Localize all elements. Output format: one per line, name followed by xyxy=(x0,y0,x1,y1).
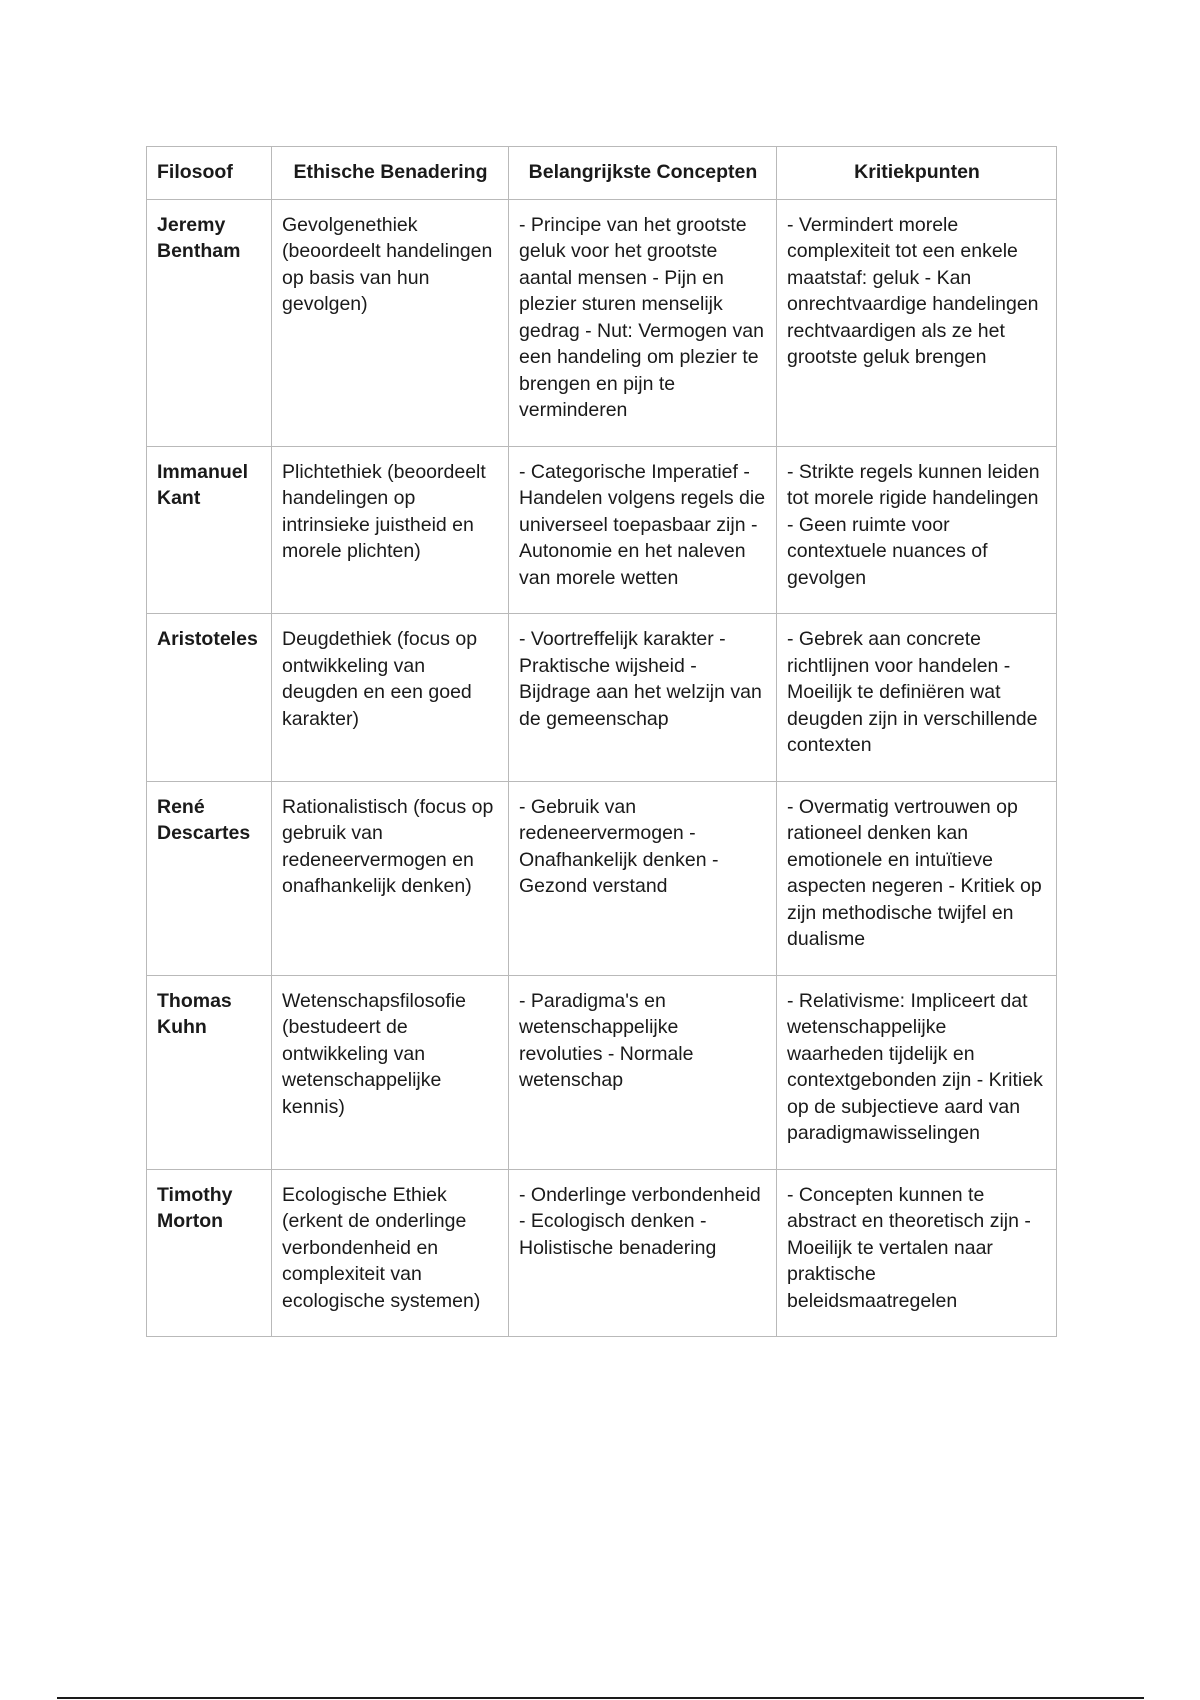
ethical-approach: Rationalistisch (focus op gebruik van redeneervermogen en onafhankelijk denken) xyxy=(272,781,509,975)
criticisms: - Strikte regels kunnen leiden tot morele rigide handelingen - Geen ruimte voor contextuele nuances of gevolgen xyxy=(777,446,1057,614)
key-concepts: - Voortreffelijk karakter - Praktische wijsheid - Bijdrage aan het welzijn van de gemeenschap xyxy=(509,614,777,782)
header-ethical-approach: Ethische Benadering xyxy=(272,147,509,200)
philosopher-name: Aristoteles xyxy=(147,614,272,782)
philosopher-name: Jeremy Bentham xyxy=(147,199,272,446)
key-concepts: - Categorische Imperatief - Handelen volgens regels die universeel toepasbaar zijn - Autonomie en het naleven van morele wetten xyxy=(509,446,777,614)
header-criticisms: Kritiekpunten xyxy=(777,147,1057,200)
key-concepts: - Paradigma's en wetenschappelijke revoluties - Normale wetenschap xyxy=(509,975,777,1169)
header-row xyxy=(147,147,1057,200)
table-row-aristoteles xyxy=(147,614,1057,782)
criticisms: - Concepten kunnen te abstract en theoretisch zijn - Moeilijk te vertalen naar praktische beleidsmaatregelen xyxy=(777,1169,1057,1337)
ethical-approach: Gevolgenethiek (beoordeelt handelingen op basis van hun gevolgen) xyxy=(272,199,509,446)
page-bottom-divider xyxy=(57,1697,1144,1699)
table-row-descartes xyxy=(147,781,1057,975)
table-row-bentham xyxy=(147,199,1057,446)
table-row-kuhn xyxy=(147,975,1057,1169)
philosopher-name: Thomas Kuhn xyxy=(147,975,272,1169)
philosopher-name: René Descartes xyxy=(147,781,272,975)
key-concepts: - Principe van het grootste geluk voor het grootste aantal mensen - Pijn en plezier sturen menselijk gedrag - Nut: Vermogen van een handeling om plezier te brengen en pijn te verminderen xyxy=(509,199,777,446)
table-body xyxy=(147,199,1057,1337)
ethical-approach: Deugdethiek (focus op ontwikkeling van deugden en een goed karakter) xyxy=(272,614,509,782)
philosophers-table xyxy=(146,146,1057,1337)
philosopher-name: Timothy Morton xyxy=(147,1169,272,1337)
ethical-approach: Wetenschapsfilosofie (bestudeert de ontwikkeling van wetenschappelijke kennis) xyxy=(272,975,509,1169)
criticisms: - Overmatig vertrouwen op rationeel denken kan emotionele en intuïtieve aspecten negeren - Kritiek op zijn methodische twijfel en dualisme xyxy=(777,781,1057,975)
criticisms: - Relativisme: Impliceert dat wetenschappelijke waarheden tijdelijk en contextgebonden zijn - Kritiek op de subjectieve aard van paradigmawisselingen xyxy=(777,975,1057,1169)
table-header xyxy=(147,147,1057,200)
header-philosopher: Filosoof xyxy=(147,147,272,200)
key-concepts: - Onderlinge verbondenheid - Ecologisch denken - Holistische benadering xyxy=(509,1169,777,1337)
ethical-approach: Ecologische Ethiek (erkent de onderlinge verbondenheid en complexiteit van ecologische systemen) xyxy=(272,1169,509,1337)
philosopher-name: Immanuel Kant xyxy=(147,446,272,614)
table-row-morton xyxy=(147,1169,1057,1337)
criticisms: - Gebrek aan concrete richtlijnen voor handelen - Moeilijk te definiëren wat deugden zijn in verschillende contexten xyxy=(777,614,1057,782)
key-concepts: - Gebruik van redeneervermogen - Onafhankelijk denken - Gezond verstand xyxy=(509,781,777,975)
ethical-approach: Plichtethiek (beoordeelt handelingen op intrinsieke juistheid en morele plichten) xyxy=(272,446,509,614)
criticisms: - Vermindert morele complexiteit tot een enkele maatstaf: geluk - Kan onrechtvaardige handelingen rechtvaardigen als ze het grootste geluk brengen xyxy=(777,199,1057,446)
table-row-kant xyxy=(147,446,1057,614)
header-key-concepts: Belangrijkste Concepten xyxy=(509,147,777,200)
